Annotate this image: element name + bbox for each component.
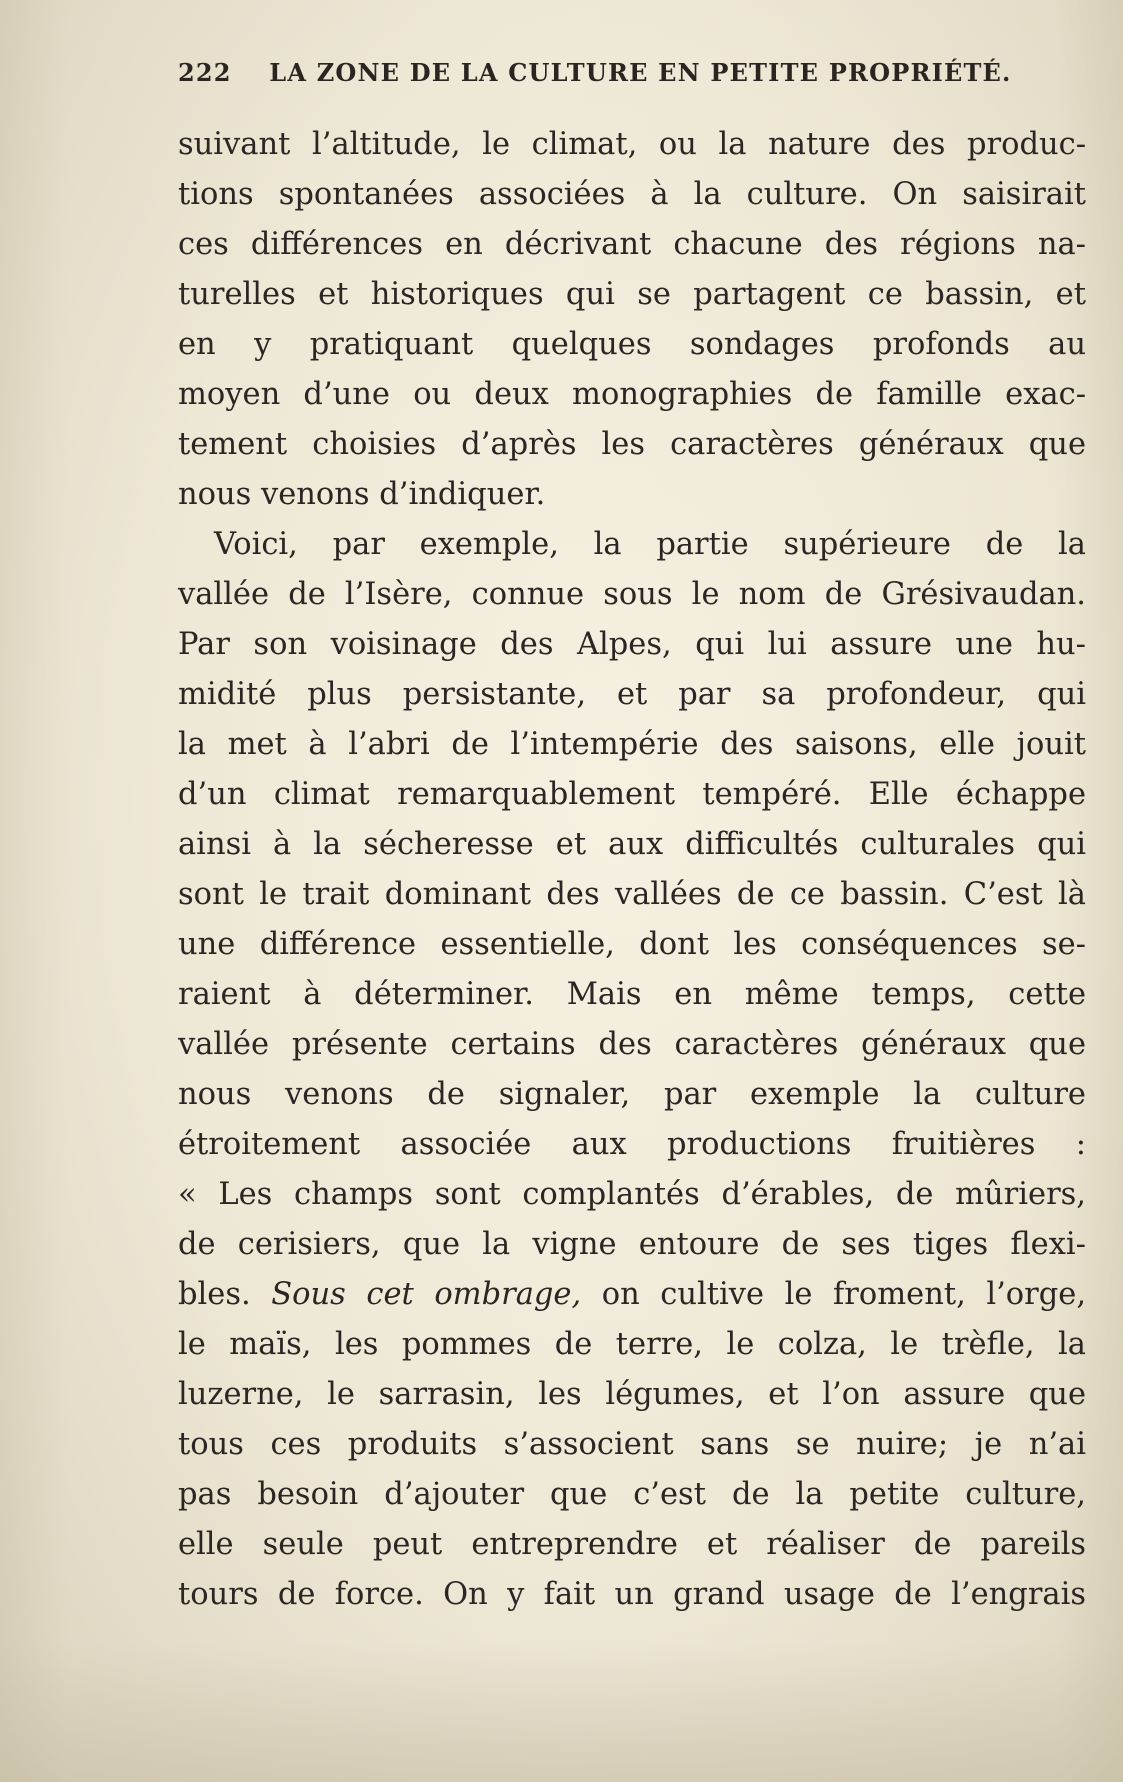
page-number: 222 bbox=[178, 58, 232, 87]
text-line: suivant l’altitude, le climat, ou la nature des produc- bbox=[178, 127, 1086, 162]
text-line: moyen d’une ou deux monographies de famille exac- bbox=[178, 377, 1086, 412]
running-head bbox=[178, 58, 1048, 98]
paragraph-start-line: Voici, par exemple, la partie supérieure de la bbox=[214, 527, 1086, 562]
text-line: « Les champs sont complantés d’érables, de mûriers, bbox=[178, 1177, 1086, 1212]
text-line: en y pratiquant quelques sondages profonds au bbox=[178, 327, 1086, 362]
text-line: raient à déterminer. Mais en même temps, cette bbox=[178, 977, 1086, 1012]
text-line: tous ces produits s’associent sans se nuire; je n’ai bbox=[178, 1427, 1086, 1462]
text-line: de cerisiers, que la vigne entoure de ses tiges flexi- bbox=[178, 1227, 1086, 1262]
text-run: bles. bbox=[178, 1277, 272, 1312]
text-line: nous venons de signaler, par exemple la culture bbox=[178, 1077, 1086, 1112]
text-line: vallée présente certains des caractères généraux que bbox=[178, 1027, 1086, 1062]
text-line: Par son voisinage des Alpes, qui lui assure une hu- bbox=[178, 627, 1086, 662]
text-line: turelles et historiques qui se partagent ce bassin, et bbox=[178, 277, 1086, 312]
text-line: tours de force. On y fait un grand usage de l’engrais bbox=[178, 1577, 1086, 1612]
text-line: sont le trait dominant des vallées de ce bassin. C’est là bbox=[178, 877, 1086, 912]
text-line: le maïs, les pommes de terre, le colza, le trèfle, la bbox=[178, 1327, 1086, 1362]
text-line: ainsi à la sécheresse et aux difficultés culturales qui bbox=[178, 827, 1086, 862]
text-line: nous venons d’indiquer. bbox=[178, 477, 546, 512]
text-line: elle seule peut entreprendre et réaliser de pareils bbox=[178, 1527, 1086, 1562]
text-line: d’un climat remarquablement tempéré. Elle échappe bbox=[178, 777, 1086, 812]
text-line: pas besoin d’ajouter que c’est de la petite culture, bbox=[178, 1477, 1086, 1512]
text-line: tement choisies d’après les caractères généraux que bbox=[178, 427, 1086, 462]
text-line: vallée de l’Isère, connue sous le nom de Grésivaudan. bbox=[178, 577, 1086, 612]
text-line: la met à l’abri de l’intempérie des saisons, elle jouit bbox=[178, 727, 1086, 762]
running-title: LA ZONE DE LA CULTURE EN PETITE PROPRIÉTÉ. bbox=[269, 58, 1012, 87]
text-line: tions spontanées associées à la culture. On saisirait bbox=[178, 177, 1086, 212]
text-line: midité plus persistante, et par sa profondeur, qui bbox=[178, 677, 1086, 712]
text-line-with-italic bbox=[178, 1270, 1086, 1320]
text-run: on cultive le froment, l’orge, bbox=[581, 1277, 1087, 1312]
text-line: ces différences en décrivant chacune des régions na- bbox=[178, 227, 1086, 262]
body-text bbox=[178, 120, 1086, 1620]
text-line: luzerne, le sarrasin, les légumes, et l’on assure que bbox=[178, 1377, 1086, 1412]
italic-phrase: Sous cet ombrage, bbox=[271, 1277, 582, 1312]
text-line: une différence essentielle, dont les conséquences se- bbox=[178, 927, 1086, 962]
text-line: étroitement associée aux productions fruitières : bbox=[178, 1127, 1086, 1162]
